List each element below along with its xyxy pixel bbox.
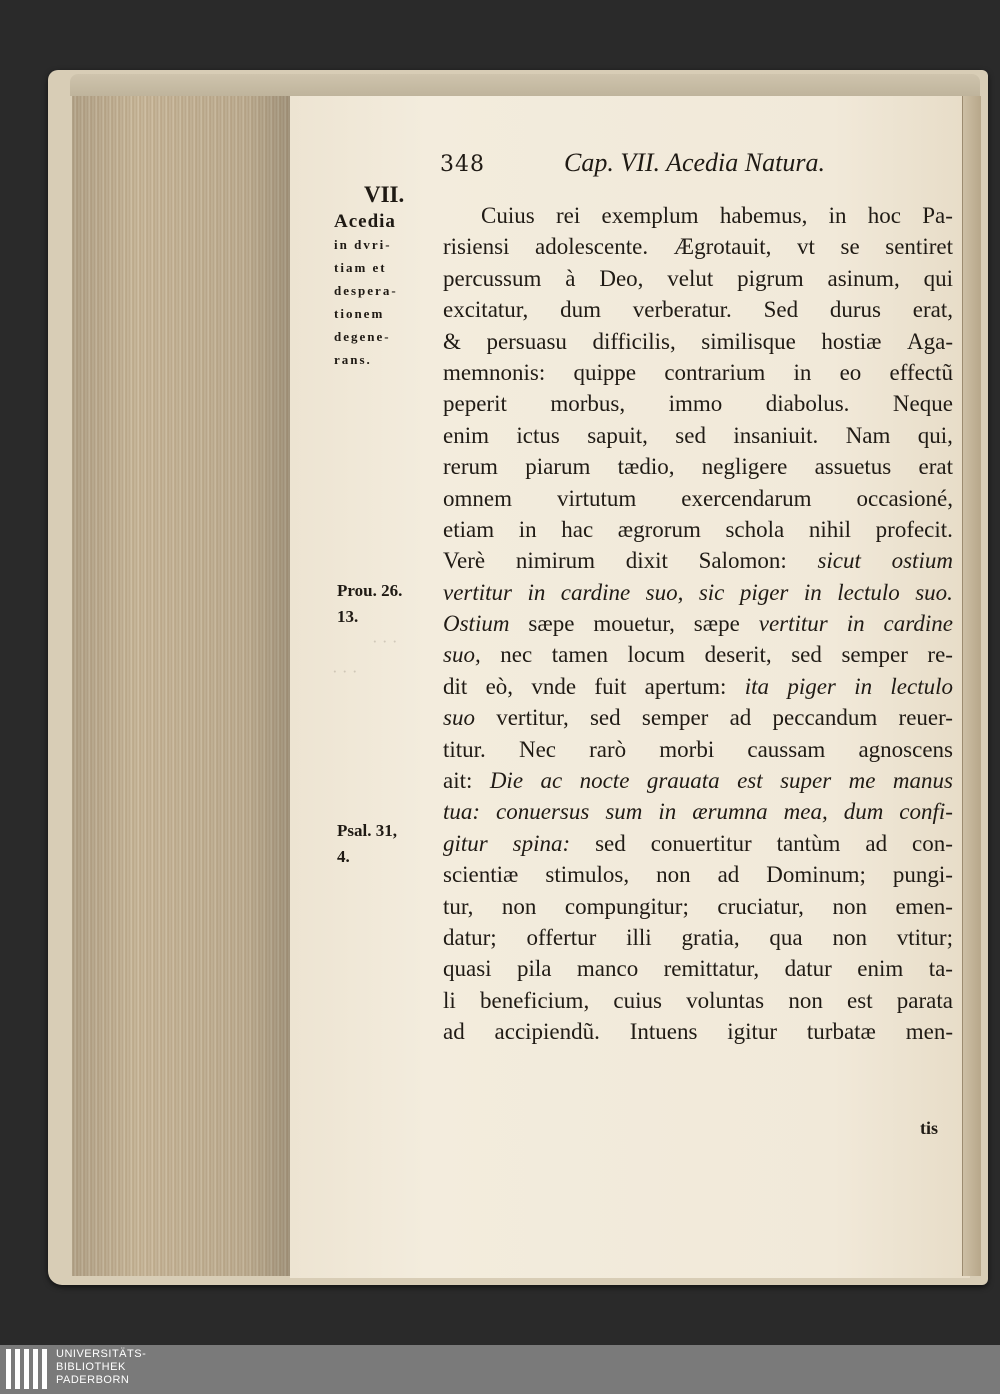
margin-reference-line: 13. bbox=[337, 607, 359, 626]
word: ad bbox=[717, 862, 740, 888]
word: adolescente. bbox=[535, 234, 649, 260]
word: sentiret bbox=[885, 234, 953, 260]
word: ictus bbox=[516, 422, 560, 448]
word: manco bbox=[576, 956, 639, 982]
word: difficilis, bbox=[592, 328, 676, 354]
word: cruciatur, bbox=[717, 893, 804, 919]
word: in bbox=[846, 611, 865, 637]
word: voluntas bbox=[686, 987, 765, 1013]
word: memnonis: bbox=[443, 359, 546, 385]
word: ait: bbox=[443, 768, 473, 794]
word: igitur bbox=[727, 1019, 778, 1045]
word: non bbox=[656, 862, 691, 888]
word: illi bbox=[626, 924, 652, 950]
library-name bbox=[56, 1348, 146, 1387]
word: virtutum bbox=[557, 485, 637, 511]
word: durus bbox=[829, 297, 881, 323]
text-line bbox=[443, 765, 953, 796]
word: à bbox=[565, 265, 576, 291]
margin-note-line: tiam et bbox=[334, 260, 387, 275]
text-line bbox=[443, 483, 953, 514]
text-line bbox=[443, 922, 953, 953]
word: grauata bbox=[646, 768, 720, 794]
word: est bbox=[737, 768, 763, 794]
word: vertitur, bbox=[496, 705, 569, 731]
word: tua: bbox=[443, 799, 481, 825]
word: cuius bbox=[613, 987, 662, 1013]
text-line bbox=[443, 796, 953, 827]
word: in bbox=[527, 579, 546, 605]
word: nec bbox=[500, 642, 533, 668]
text-line bbox=[443, 545, 953, 576]
word: cardine bbox=[560, 579, 631, 605]
word: Die bbox=[489, 768, 524, 794]
word: contrarium bbox=[664, 359, 766, 385]
word: sum bbox=[605, 799, 643, 825]
word: parata bbox=[896, 987, 953, 1013]
word: nocte bbox=[579, 768, 630, 794]
word: non bbox=[501, 893, 537, 919]
word: con- bbox=[912, 830, 953, 856]
word: similisque bbox=[701, 328, 796, 354]
library-name-line: PADERBORN bbox=[56, 1374, 130, 1386]
margin-reference-psalm bbox=[337, 818, 397, 870]
word: rei bbox=[555, 203, 581, 228]
word: men- bbox=[905, 1019, 953, 1045]
word: pila bbox=[516, 956, 552, 982]
word: titur. bbox=[443, 736, 486, 762]
word: Deo, bbox=[599, 265, 644, 291]
text-line bbox=[443, 639, 953, 670]
text-line bbox=[443, 200, 953, 231]
word: datur; bbox=[443, 924, 497, 950]
word: eo bbox=[839, 359, 862, 385]
word: accipiendũ. bbox=[494, 1019, 600, 1045]
word: offertur bbox=[526, 924, 597, 950]
word: occasioné, bbox=[856, 485, 953, 511]
word: tantùm bbox=[776, 830, 841, 856]
library-logo-icon bbox=[6, 1349, 50, 1389]
word: sæpe bbox=[528, 611, 575, 637]
text-line bbox=[443, 263, 953, 294]
text-line bbox=[443, 577, 953, 608]
word: sed bbox=[675, 422, 706, 448]
word: asinum, bbox=[827, 265, 900, 291]
word: Neque bbox=[892, 391, 953, 417]
word: Sed bbox=[763, 297, 799, 323]
word: risiensi bbox=[443, 234, 510, 260]
word: dit bbox=[443, 673, 468, 699]
word: quasi bbox=[443, 956, 492, 982]
word: pungi- bbox=[892, 862, 953, 888]
word: Intuens bbox=[629, 1019, 698, 1045]
word: effectũ bbox=[889, 359, 953, 385]
word: vtitur; bbox=[896, 924, 953, 950]
word: ostium bbox=[891, 548, 953, 574]
word: sed bbox=[791, 642, 822, 668]
library-name-line: BIBLIOTHEK bbox=[56, 1361, 126, 1373]
word: ad bbox=[729, 705, 752, 731]
word: lectulo bbox=[837, 579, 900, 605]
word: deserit, bbox=[704, 642, 772, 668]
word: in bbox=[828, 203, 847, 228]
bleed-through-mark: · · · bbox=[332, 662, 358, 681]
book-top-edge bbox=[70, 74, 980, 96]
word: semper bbox=[841, 642, 908, 668]
word: hostiæ bbox=[821, 328, 882, 354]
margin-reference-line: 4. bbox=[337, 847, 350, 866]
word: morbi bbox=[659, 736, 715, 762]
word: pigrum bbox=[737, 265, 804, 291]
word: sic bbox=[698, 579, 725, 605]
word: gratia, bbox=[681, 924, 740, 950]
page-edges-shade bbox=[72, 96, 290, 1276]
text-line bbox=[443, 514, 953, 545]
word: Ostium bbox=[443, 611, 510, 637]
word: Nam bbox=[845, 422, 891, 448]
word: apertum: bbox=[644, 673, 727, 699]
word: in bbox=[658, 799, 677, 825]
word: Cuius bbox=[481, 203, 535, 228]
word: ta- bbox=[928, 956, 953, 982]
text-line bbox=[443, 985, 953, 1016]
text-line bbox=[443, 420, 953, 451]
word: qui bbox=[923, 265, 953, 291]
word: vertitur bbox=[758, 611, 828, 637]
word: non bbox=[788, 987, 823, 1013]
word: verberatur. bbox=[632, 297, 732, 323]
word: sapuit, bbox=[587, 422, 648, 448]
word: dum bbox=[843, 799, 884, 825]
word: remittatur, bbox=[663, 956, 760, 982]
word: mea, bbox=[783, 799, 828, 825]
word: hoc bbox=[867, 203, 901, 228]
text-line bbox=[443, 702, 953, 733]
word: in bbox=[854, 673, 873, 699]
word: piarum bbox=[525, 454, 591, 480]
word: percussum bbox=[443, 265, 542, 291]
word: morbus, bbox=[550, 391, 626, 417]
word: est bbox=[847, 987, 873, 1013]
word: Ægrotauit, bbox=[673, 234, 772, 260]
word: datur bbox=[784, 956, 832, 982]
word: in bbox=[803, 579, 822, 605]
text-line bbox=[443, 828, 953, 859]
word: enim bbox=[443, 422, 489, 448]
text-line bbox=[443, 891, 953, 922]
word: immo bbox=[668, 391, 723, 417]
word: ac bbox=[540, 768, 563, 794]
word: Pa- bbox=[922, 203, 953, 228]
word: piger bbox=[739, 579, 789, 605]
word: omnem bbox=[443, 485, 512, 511]
word: ægrorum bbox=[617, 516, 701, 542]
margin-chapter-number: VII. bbox=[364, 182, 405, 207]
word: turbatæ bbox=[806, 1019, 876, 1045]
word: suo bbox=[443, 705, 475, 731]
running-title: Cap. VII. Acedia Natura. bbox=[564, 148, 825, 177]
word: suo. bbox=[915, 579, 953, 605]
word: sicut bbox=[817, 548, 861, 574]
word: ita bbox=[744, 673, 770, 699]
word: in bbox=[793, 359, 812, 385]
word: li bbox=[443, 987, 456, 1013]
text-line bbox=[443, 1016, 953, 1047]
page-number: 348 bbox=[440, 152, 485, 177]
margin-note-line: rans. bbox=[334, 352, 372, 367]
word: se bbox=[840, 234, 860, 260]
word: Dominum; bbox=[766, 862, 866, 888]
word: me bbox=[848, 768, 876, 794]
word: suo, bbox=[443, 642, 481, 668]
word: Verè bbox=[443, 548, 486, 574]
word: schola bbox=[725, 516, 785, 542]
margin-note bbox=[334, 210, 434, 371]
word: sæpe bbox=[693, 611, 740, 637]
word: Salomon: bbox=[698, 548, 787, 574]
word: vertitur bbox=[443, 579, 512, 605]
word: eò, bbox=[485, 673, 514, 699]
word: dum bbox=[560, 297, 601, 323]
word: suo, bbox=[645, 579, 684, 605]
word: tamen bbox=[551, 642, 608, 668]
word: habemus, bbox=[719, 203, 808, 228]
word: persuasu bbox=[486, 328, 567, 354]
word: caussam bbox=[747, 736, 826, 762]
word: non bbox=[832, 924, 867, 950]
word: negligere bbox=[701, 454, 788, 480]
word: in bbox=[518, 516, 537, 542]
word: peperit bbox=[443, 391, 507, 417]
word: vt bbox=[797, 234, 815, 260]
word: ad bbox=[443, 1019, 465, 1045]
word: profecit. bbox=[875, 516, 953, 542]
word: gitur bbox=[443, 830, 488, 856]
word: peccandum bbox=[772, 705, 878, 731]
text-line bbox=[443, 451, 953, 482]
text-line bbox=[443, 953, 953, 984]
word: Nec bbox=[518, 736, 556, 762]
margin-note-line: degene- bbox=[334, 329, 391, 344]
text-line bbox=[443, 231, 953, 262]
margin-note-line: in dvri- bbox=[334, 237, 392, 252]
library-footer bbox=[0, 1345, 1000, 1394]
word: exemplum bbox=[601, 203, 699, 228]
word: spina: bbox=[512, 830, 571, 856]
word: non bbox=[832, 893, 867, 919]
word: hac bbox=[561, 516, 594, 542]
margin-note-line: despera- bbox=[334, 283, 398, 298]
word: velut bbox=[667, 265, 714, 291]
word: tædio, bbox=[617, 454, 675, 480]
word: rerum bbox=[443, 454, 498, 480]
word: locum bbox=[627, 642, 686, 668]
word: reuer- bbox=[898, 705, 953, 731]
catchword: tis bbox=[920, 1118, 938, 1138]
library-name-line: UNIVERSITÄTS- bbox=[56, 1348, 147, 1360]
text-line bbox=[443, 734, 953, 765]
word: piger bbox=[787, 673, 836, 699]
word: mouetur, bbox=[593, 611, 675, 637]
word: conuersus bbox=[496, 799, 590, 825]
word: beneficium, bbox=[479, 987, 590, 1013]
word: quippe bbox=[573, 359, 637, 385]
word: super bbox=[780, 768, 832, 794]
margin-note-line: tionem bbox=[334, 306, 385, 321]
text-line bbox=[443, 326, 953, 357]
word: manus bbox=[892, 768, 953, 794]
word: emen- bbox=[895, 893, 953, 919]
word: exercendarum bbox=[681, 485, 812, 511]
word: etiam bbox=[443, 516, 495, 542]
word: cardine bbox=[883, 611, 953, 637]
word: excitatur, bbox=[443, 297, 529, 323]
word: scientiæ bbox=[443, 862, 519, 888]
word: tur, bbox=[443, 893, 474, 919]
facing-page-edge bbox=[962, 96, 981, 1276]
word: nimirum bbox=[515, 548, 596, 574]
word: Aga- bbox=[907, 328, 953, 354]
word: compungitur; bbox=[564, 893, 689, 919]
text-line bbox=[443, 388, 953, 419]
word: erat bbox=[918, 454, 953, 480]
word: insaniuit. bbox=[733, 422, 819, 448]
text-line bbox=[443, 859, 953, 890]
word: rarò bbox=[589, 736, 627, 762]
word: qua bbox=[769, 924, 803, 950]
word: ærumna bbox=[692, 799, 768, 825]
word: ad bbox=[865, 830, 888, 856]
word: sed bbox=[589, 705, 621, 731]
word: stimulos, bbox=[545, 862, 630, 888]
word: conuertitur bbox=[650, 830, 752, 856]
word: confi- bbox=[899, 799, 953, 825]
word: agnoscens bbox=[858, 736, 953, 762]
margin-reference-proverbs bbox=[337, 578, 402, 630]
text-line bbox=[443, 294, 953, 325]
word: diabolus. bbox=[765, 391, 850, 417]
bleed-through-mark: · · · bbox=[372, 632, 398, 651]
word: qui, bbox=[917, 422, 953, 448]
word: re- bbox=[927, 642, 953, 668]
word: assuetus bbox=[814, 454, 892, 480]
body-text bbox=[443, 200, 953, 1048]
word: semper bbox=[641, 705, 709, 731]
word: fuit bbox=[594, 673, 627, 699]
word: dixit bbox=[625, 548, 668, 574]
margin-reference-line: Psal. 31, bbox=[337, 821, 397, 840]
word: sed bbox=[595, 830, 626, 856]
word: & bbox=[443, 328, 461, 354]
margin-note-line: Acedia bbox=[334, 211, 396, 232]
text-line bbox=[443, 671, 953, 702]
word: vnde bbox=[531, 673, 577, 699]
word: erat, bbox=[912, 297, 953, 323]
word: lectulo bbox=[890, 673, 953, 699]
text-line bbox=[443, 357, 953, 388]
word: enim bbox=[857, 956, 904, 982]
word: nihil bbox=[808, 516, 852, 542]
text-line bbox=[443, 608, 953, 639]
margin-reference-line: Prou. 26. bbox=[337, 581, 403, 600]
running-header bbox=[440, 148, 900, 184]
